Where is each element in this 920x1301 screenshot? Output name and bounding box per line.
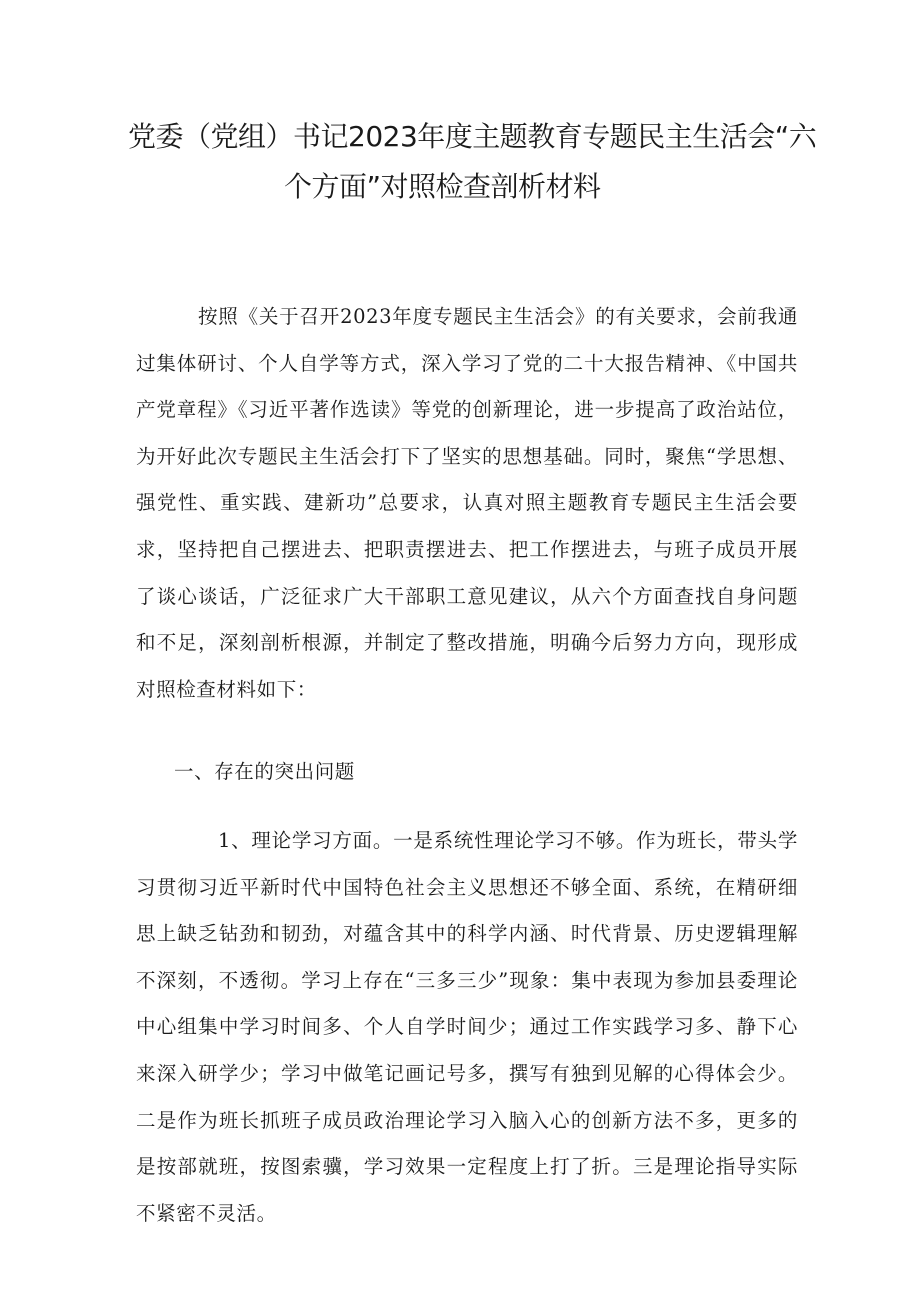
intro-paragraph: 按照《关于召开2023年度专题民主生活会》的有关要求，会前我通过集体研讨、个人自学等方式，深入学习了党的二十大报告精神、《中国共产党章程》《习近平著作选读》等党的创新理论，进一步提高了政治站位，为开好此次专题民主生活会打下了坚实的思想基础。同时，聚焦“学思想、强党性、重实践、建新功”总要求，认真对照主题教育专题民主生活会要求，坚持把自己摆进去、把职责摆进去、把工作摆进去，与班子成员开展了谈心谈话，广泛征求广大干部职工意见建议，从六个方面查找自身问题和不足，深刻剖析根源，并制定了整改措施，明确今后努力方向，现形成对照检查材料如下： (136, 305, 798, 701)
section-heading: 一、存在的突出问题 (174, 760, 355, 783)
title-line-2: 个方面”对照检查剖析材料 (284, 170, 601, 203)
title-line-1: 党委（党组）书记2023年度主题教育专题民主生活会“六 (128, 120, 817, 153)
theory-study-paragraph: 1、理论学习方面。一是系统性理论学习不够。作为班长，带头学习贯彻习近平新时代中国特色社会主义思想还不够全面、系统，在精研细思上缺乏钻劲和韧劲，对蕴含其中的科学内涵、时代背景、历史逻辑理解不深刻，不透彻。学习上存在“三多三少”现象：集中表现为参加县委理论中心组集中学习时间多、个人自学时间少；通过工作实践学习多、静下心来深入研学少；学习中做笔记画记号多，撰写有独到见解的心得体会少。二是作为班长抓班子成员政治理论学习入脑入心的创新方法不多，更多的是按部就班，按图索骥，学习效果一定程度上打了折。三是理论指导实际不紧密不灵活。 (136, 829, 798, 1225)
document-title (128, 112, 817, 212)
